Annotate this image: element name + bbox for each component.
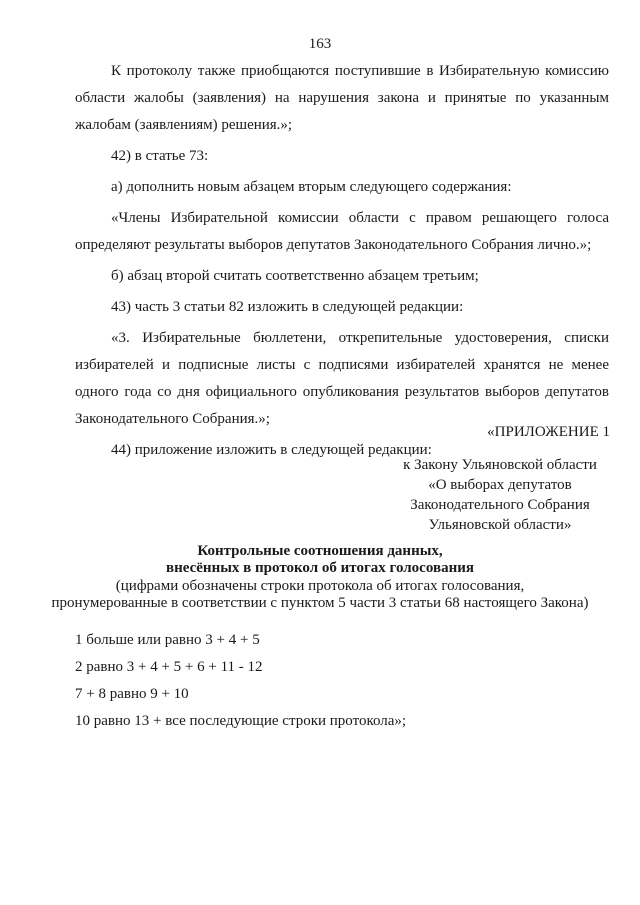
- control-relations-list: [75, 627, 406, 735]
- section-title-line: внесённых в протокол об итогах голосования: [166, 560, 474, 576]
- paragraph-item-42b: б) абзац второй считать соответственно абзацем третьим;: [111, 268, 479, 284]
- paragraph-item-42: 42) в статье 73:: [111, 148, 209, 164]
- paragraph-quote-storage: «3. Избирательные бюллетени, открепительные удостоверения, списки избирателей и подписные листы с подписями избирателей хранятся не менее одного года со дня официального опубликования результатов выборов депутатов Законодательного Собрания.»;: [75, 330, 609, 427]
- paragraph-item-43: 43) часть 3 статьи 82 изложить в следующей редакции:: [111, 299, 464, 315]
- appendix-ref-line: «О выборах депутатов: [428, 477, 572, 493]
- relation-item: 7 + 8 равно 9 + 10: [75, 686, 189, 702]
- section-note-line: пронумерованные в соответствии с пунктом 5 части 3 статьи 68 настоящего Закона): [51, 595, 589, 611]
- section-title: [0, 543, 640, 577]
- section-note-line: (цифрами обозначены строки протокола об итогах голосования,: [115, 578, 525, 594]
- document-body: [75, 58, 609, 468]
- relation-item: 2 равно 3 + 4 + 5 + 6 + 11 - 12: [75, 659, 263, 675]
- appendix-ref-line: к Закону Ульяновской области: [403, 457, 597, 473]
- paragraph-item-42a: а) дополнить новым абзацем вторым следующего содержания:: [111, 179, 512, 195]
- section-note: [0, 578, 640, 612]
- appendix-ref-line: Законодательного Собрания: [410, 497, 590, 513]
- appendix-reference: [390, 455, 610, 535]
- paragraph-item-44: 44) приложение изложить в следующей редакции:: [111, 442, 432, 458]
- section-title-line: Контрольные соотношения данных,: [197, 543, 443, 559]
- relation-item: 10 равно 13 + все последующие строки протокола»;: [75, 713, 407, 729]
- paragraph-complaints: К протоколу также приобщаются поступившие в Избирательную комиссию области жалобы (заявления) на нарушения закона и принятые по указанным жалобам (заявлениям) решения.»;: [75, 63, 609, 133]
- paragraph-quote-members: «Члены Избирательной комиссии области с правом решающего голоса определяют результаты выборов депутатов Законодательного Собрания лично.»;: [75, 210, 609, 253]
- appendix-ref-line: Ульяновской области»: [428, 517, 572, 533]
- relation-item: 1 больше или равно 3 + 4 + 5: [75, 632, 260, 648]
- page-number: 163: [308, 36, 332, 52]
- appendix-title: «ПРИЛОЖЕНИЕ 1: [487, 424, 610, 440]
